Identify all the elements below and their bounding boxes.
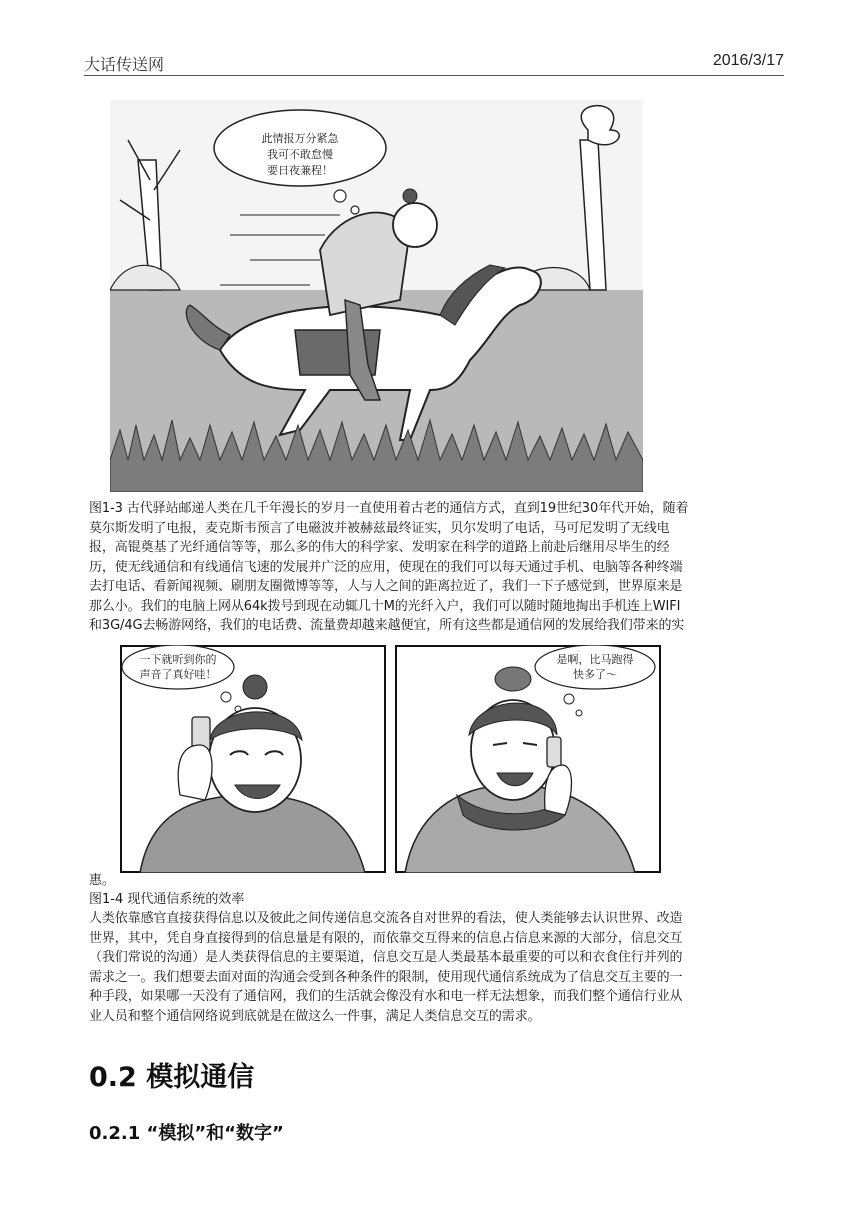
- svg-text:声音了真好哇！: 声音了真好哇！: [139, 668, 217, 681]
- svg-text:快多了～: 快多了～: [573, 668, 617, 681]
- courier-horseback-illustration: [110, 100, 643, 492]
- section-heading: 0.2 模拟通信: [89, 1062, 255, 1093]
- header-rule: [84, 75, 784, 76]
- paragraph-information-exchange: 人类依靠感官直接获得信息以及彼此之间传递信息交流各自对世界的看法，使人类能够去认识世界、改造世界，其中，凭自身直接得到的信息量是有限的，而依靠交互得来的信息占信息来源的大部分，信息交互（我们常说的沟通）是人类获得信息的主要渠道，信息交互是人类最基本最重要的可以和衣食住行并列的需求之一。我们想要去面对面的沟通会受到各种条件的限制，使用现代通信系统成为了信息交互主要的一种手段，如果哪一天没有了通信网，我们的生活就会像没有水和电一样无法想象，而我们整个通信行业从业人员和整个通信网络说到底就是在做这么一件事，满足人类信息交互的需求。: [89, 911, 683, 1024]
- courier-speech-line: 此情报万分紧急: [261, 132, 339, 145]
- left-speech-line1: 一下就听到你的: [139, 653, 217, 666]
- running-header-title: 大话传送网: [84, 55, 165, 74]
- right-speech-line1: 是啊，比马跑得: [556, 653, 634, 666]
- subsection-heading: 0.2.1 “模拟”和“数字”: [89, 1123, 284, 1144]
- courier-illustration-svg: [110, 100, 643, 492]
- paragraph-history: 图1-3 古代驿站邮递人类在几千年漫长的岁月一直使用着古老的通信方式，直到19世纪30年代开始，随着莫尔斯发明了电报，麦克斯韦预言了电磁波并被赫兹最终证实，贝尔发明了电话，马可尼发明了无线电报，高锟奠基了光纤通信等等，那么多的伟大的科学家、发明家在科学的道路上前赴后继用尽毕生的经历，使无线通信和有线通信飞速的发展并广泛的应用，使现在的我们可以每天通过手机、电脑等各种终端去打电话、看新闻视频、刷朋友圈微博等等，人与人之间的距离拉近了，我们一下子感觉到，世界原来是那么小。我们的电脑上网从64k拨号到现在动辄几十M的光纤入户，我们可以随时随地掏出手机连上WIFI和3G/4G去畅游网络，我们的电话费、流量费却越来越便宜，所有这些都是通信网的发展给我们带来的实: [89, 501, 689, 633]
- svg-text:要日夜兼程！: 要日夜兼程！: [267, 164, 333, 177]
- paragraph-history-tail: 惠。: [89, 873, 116, 888]
- comic-panel-right: [395, 645, 661, 873]
- figure-caption-1-4: 图1-4 现代通信系统的效率: [89, 892, 245, 907]
- svg-text:我可不敢怠慢: 我可不敢怠慢: [267, 148, 333, 161]
- running-header-date: 2016/3/17: [712, 52, 784, 69]
- comic-panel-left: [120, 645, 386, 873]
